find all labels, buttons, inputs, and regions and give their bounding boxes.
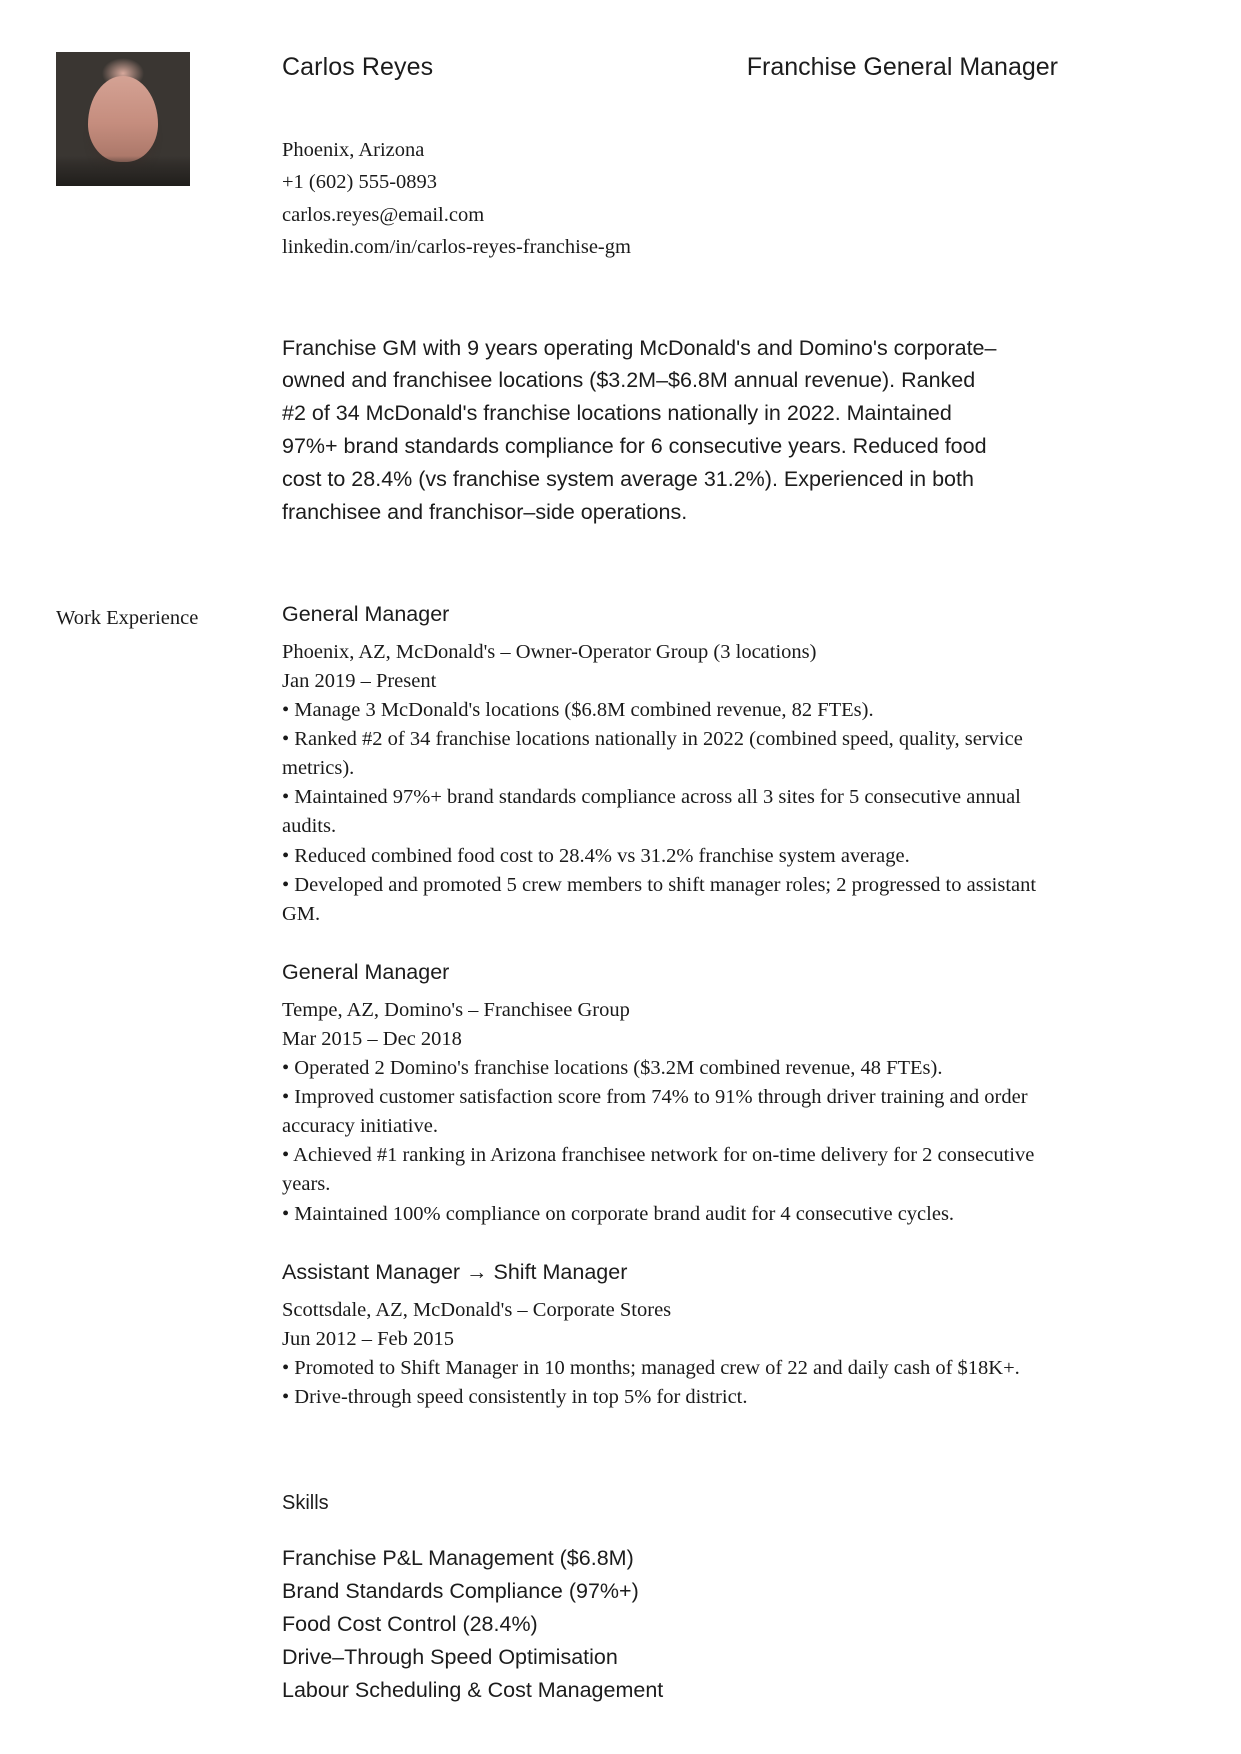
skill-item: Franchise P&L Management ($6.8M) [282,1546,634,1571]
job-bullet: • Manage 3 McDonald's locations ($6.8M combined revenue, 82 FTEs). [282,699,874,721]
resume-header [0,0,1241,264]
job-bullets [282,696,1058,929]
job-bullet: • Drive-through speed consistently in top 5% for district. [282,1385,748,1408]
work-experience-label-column [0,601,282,632]
job-dates: Jun 2012 – Feb 2015 [282,1327,454,1350]
job-dates: Mar 2015 – Dec 2018 [282,1027,462,1050]
skill-item: Brand Standards Compliance (97%+) [282,1578,639,1603]
header-photo-column [0,52,282,186]
work-experience-section [0,601,1241,1707]
section-label-work-experience: Work Experience [56,606,199,629]
work-experience-entries [282,601,1241,1707]
contact-block [282,134,1058,264]
profile-photo [56,52,190,186]
job-company: Tempe, AZ, Domino's – Franchisee Group [282,998,630,1021]
skills-section [282,1490,1058,1706]
candidate-name: Carlos Reyes [282,53,434,81]
job-bullet: • Ranked #2 of 34 franchise locations nationally in 2022 (combined speed, quality, service metrics). [282,728,1023,780]
job-title: General Manager [282,959,450,984]
job-dates: Jan 2019 – Present [282,669,437,692]
job-company: Phoenix, AZ, McDonald's – Owner-Operator Group (3 locations) [282,640,817,663]
skills-heading: Skills [282,1492,329,1515]
job-bullet: • Promoted to Shift Manager in 10 months; managed crew of 22 and daily cash of $18K+. [282,1356,1020,1379]
job-title: General Manager [282,601,450,626]
job-bullet: • Reduced combined food cost to 28.4% vs 31.2% franchise system average. [282,844,910,867]
skill-item: Labour Scheduling & Cost Management [282,1677,664,1702]
job-entry [282,601,1058,929]
job-bullet: • Achieved #1 ranking in Arizona franchisee network for on-time delivery for 2 consecutive years. [282,1144,1035,1196]
contact-phone[interactable]: +1 (602) 555-0893 [282,171,438,194]
job-entry [282,959,1058,1229]
job-bullet: • Developed and promoted 5 crew members to shift manager roles; 2 progressed to assistant GM. [282,873,1037,925]
header-title-line [282,52,1058,82]
job-title: Assistant Manager → Shift Manager [282,1259,628,1284]
job-bullets [282,1054,1058,1229]
job-bullet: • Operated 2 Domino's franchise locations ($3.2M combined revenue, 48 FTEs). [282,1057,943,1080]
summary-row [0,264,1241,529]
header-identity-column [282,52,1241,264]
job-bullet: • Maintained 100% compliance on corporate brand audit for 4 consecutive cycles. [282,1202,955,1225]
professional-summary: Franchise GM with 9 years operating McDonald's and Domino's corporate–owned and franchisee locations ($3.2M–$6.8M annual revenue). Ranked #2 of 34 McDonald's franchise locations nationally in 2022. Maintained 97%+ brand standards compliance for 6 consecutive years. Reduced food cost to 28.4% (vs franchise system average 31.2%). Experienced in both franchisee and franchisor–side operations. [282,335,997,524]
job-company: Scottsdale, AZ, McDonald's – Corporate Stores [282,1298,672,1321]
job-entry [282,1259,1058,1412]
skill-item: Food Cost Control (28.4%) [282,1611,538,1636]
job-bullet: • Maintained 97%+ brand standards compliance across all 3 sites for 5 consecutive annual audits. [282,786,1021,838]
skill-item: Drive–Through Speed Optimisation [282,1644,618,1669]
candidate-headline: Franchise General Manager [746,53,1058,81]
job-bullet: • Improved customer satisfaction score from 74% to 91% through driver training and order accuracy initiative. [282,1086,1028,1138]
job-bullets [282,1354,1058,1412]
summary-column [282,264,1241,529]
contact-location: Phoenix, Arizona [282,139,425,161]
contact-email[interactable]: carlos.reyes@email.com [282,203,485,226]
contact-linkedin[interactable]: linkedin.com/in/carlos-reyes-franchise-gm [282,236,631,259]
